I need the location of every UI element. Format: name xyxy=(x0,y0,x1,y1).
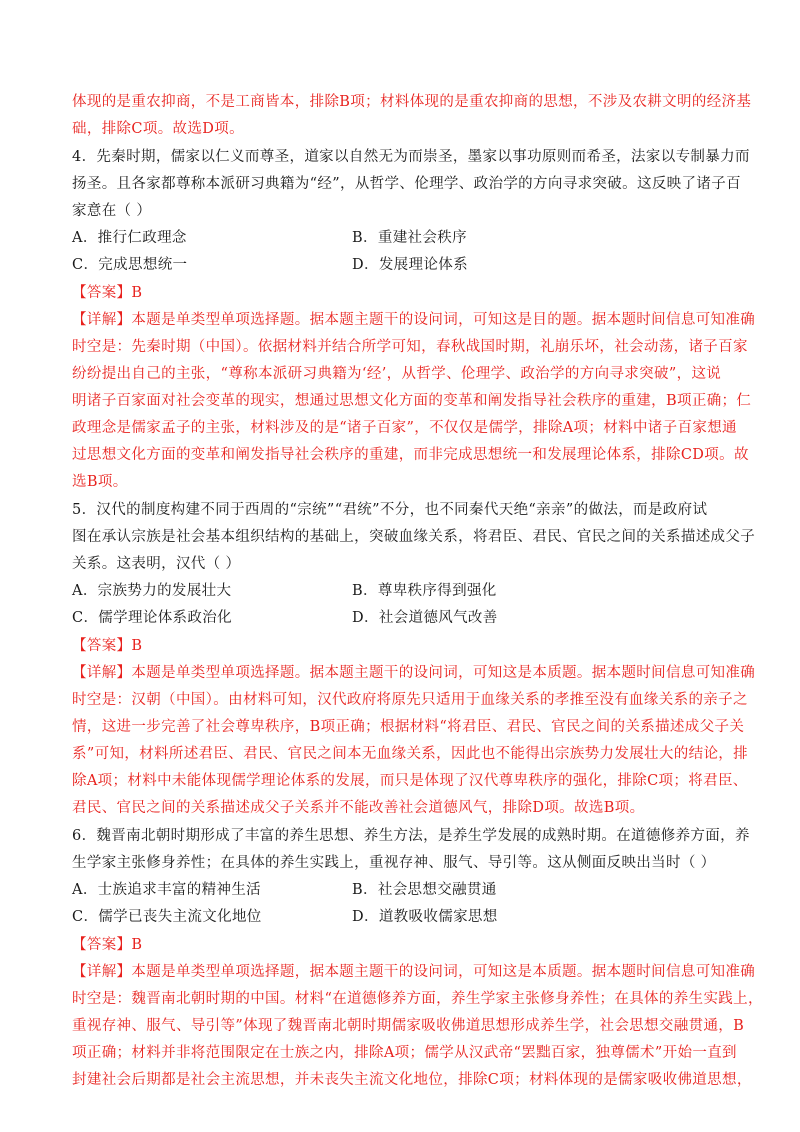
question-5-stem: 图在承认宗族是社会基本组织结构的基础上，突破血缘关系，将君臣、君民、官民之间的关系描述成父子 xyxy=(72,529,756,545)
question-5-option-c: C．儒学理论体系政治化 xyxy=(72,610,232,626)
question-5-answer: 【答案】B xyxy=(72,638,143,654)
question-5-option-d: D．社会道德风气改善 xyxy=(352,610,498,626)
question-6-explanation: 时空是：魏晋南北朝时期的中国。材料“在道德修养方面，养生学家主张修身养性；在具体的养生实践上， xyxy=(72,991,763,1007)
question-4-explanation: 明诸子百家面对社会变革的现实，想通过思想文化方面的变革和阐发指导社会秩序的重建，B项正确；仁 xyxy=(72,393,752,409)
question-5-stem: 关系。这表明，汉代（ ） xyxy=(72,556,241,572)
question-4-answer: 【答案】B xyxy=(72,285,143,301)
question-5-explanation: 【详解】本题是单类型单项选择题。据本题主题干的设问词，可知这是本质题。据本题时间信息可知准确 xyxy=(72,665,756,681)
question-6-explanation: 项正确；材料并非将范围限定在士族之内，排除A项；儒学从汉武帝“罢黜百家，独尊儒术”开始一直到 xyxy=(72,1045,737,1061)
question-6-explanation: 封建社会后期都是社会主流思想，并未丧失主流文化地位，排除C项；材料体现的是儒家吸收佛道思想， xyxy=(72,1072,752,1088)
question-5-explanation: 君民、官民之间的关系描述成父子关系并不能改善社会道德风气，排除D项。故选B项。 xyxy=(72,800,645,816)
question-5-option-b: B．尊卑秩序得到强化 xyxy=(352,583,497,599)
question-5-explanation: 除A项；材料中未能体现儒学理论体系的发展，而只是体现了汉代尊卑秩序的强化，排除C项；将君臣、 xyxy=(72,773,748,789)
question-4-option-c: C．完成思想统一 xyxy=(72,257,188,273)
question-6-answer: 【答案】B xyxy=(72,937,143,953)
question-4-option-a: A．推行仁政理念 xyxy=(72,230,187,246)
question-6-explanation: 【详解】本题是单类型单项选择题，据本题主题干的设问词，可知这是本质题。据本题时间信息可知准确 xyxy=(72,964,756,980)
question-6-option-a: A．士族追求丰富的精神生活 xyxy=(72,882,262,898)
question-4-explanation: 选B项。 xyxy=(72,474,128,490)
question-4-stem: 家意在（ ） xyxy=(72,203,152,219)
explanation-line: 础，排除C项。故选D项。 xyxy=(72,121,244,137)
question-4-stem: 扬圣。且各家都尊称本派研习典籍为“经”，从哲学、伦理学、政治学的方向寻求突破。这反映了诸子百 xyxy=(72,176,741,192)
question-5-explanation: 情，这进一步完善了社会尊卑秩序，B项正确；根据材料“将君臣、君民、官民之间的关系描述成父子关 xyxy=(72,719,745,735)
question-4-explanation: 纷纷提出自己的主张，“尊称本派研习典籍为‘经’，从哲学、伦理学、政治学的方向寻求突破”，这说 xyxy=(72,366,722,382)
explanation-line: 体现的是重农抑商，不是工商皆本，排除B项；材料体现的是重农抑商的思想，不涉及农耕文明的经济基 xyxy=(72,94,752,110)
question-4-option-d: D．发展理论体系 xyxy=(352,257,468,273)
question-4-explanation: 过思想文化方面的变革和阐发指导社会秩序的重建，而非完成思想统一和发展理论体系，排除CD项。故 xyxy=(72,447,749,463)
question-5-option-a: A．宗族势力的发展壮大 xyxy=(72,583,232,599)
question-6-stem: 生学家主张修身养性；在具体的养生实践上，重视存神、服气、导引等。这从侧面反映出当时（ ） xyxy=(72,855,716,871)
question-5-stem: 5．汉代的制度构建不同于西周的“宗统”“君统”不分，也不同秦代天绝“亲亲”的做法，而是政府试 xyxy=(72,502,708,518)
question-4-option-b: B．重建社会秩序 xyxy=(352,230,467,246)
question-4-explanation: 政理念是儒家孟子的主张，材料涉及的是“诸子百家”，不仅仅是儒学，排除A项；材料中诸子百家想通 xyxy=(72,420,737,436)
question-6-stem: 6．魏晋南北朝时期形成了丰富的养生思想、养生方法，是养生学发展的成熟时期。在道德修养方面，养 xyxy=(72,828,750,844)
question-4-explanation: 【详解】本题是单类型单项选择题。据本题主题干的设问词，可知这是目的题。据本题时间信息可知准确 xyxy=(72,312,756,328)
question-4-explanation: 时空是：先秦时期（中国）。依据材料并结合所学可知，春秋战国时期，礼崩乐坏，社会动荡，诸子百家 xyxy=(72,339,748,355)
question-5-explanation: 时空是：汉朝（中国）。由材料可知，汉代政府将原先只适用于血缘关系的孝推至没有血缘关系的亲子之 xyxy=(72,692,748,708)
question-6-option-d: D．道教吸收儒家思想 xyxy=(352,909,498,925)
question-4-stem: 4．先秦时期，儒家以仁义而尊圣，道家以自然无为而崇圣，墨家以事功原则而希圣，法家以专制暴力而 xyxy=(72,149,750,165)
question-6-explanation: 重视存神、服气、导引等”体现了魏晋南北朝时期儒家吸收佛道思想形成养生学，社会思想交融贯通，B xyxy=(72,1018,745,1034)
question-5-explanation: 系”可知，材料所述君臣、君民、官民之间本无血缘关系，因此也不能得出宗族势力发展壮大的结论，排 xyxy=(72,746,749,762)
question-6-option-b: B．社会思想交融贯通 xyxy=(352,882,497,898)
question-6-option-c: C．儒学已丧失主流文化地位 xyxy=(72,909,262,925)
